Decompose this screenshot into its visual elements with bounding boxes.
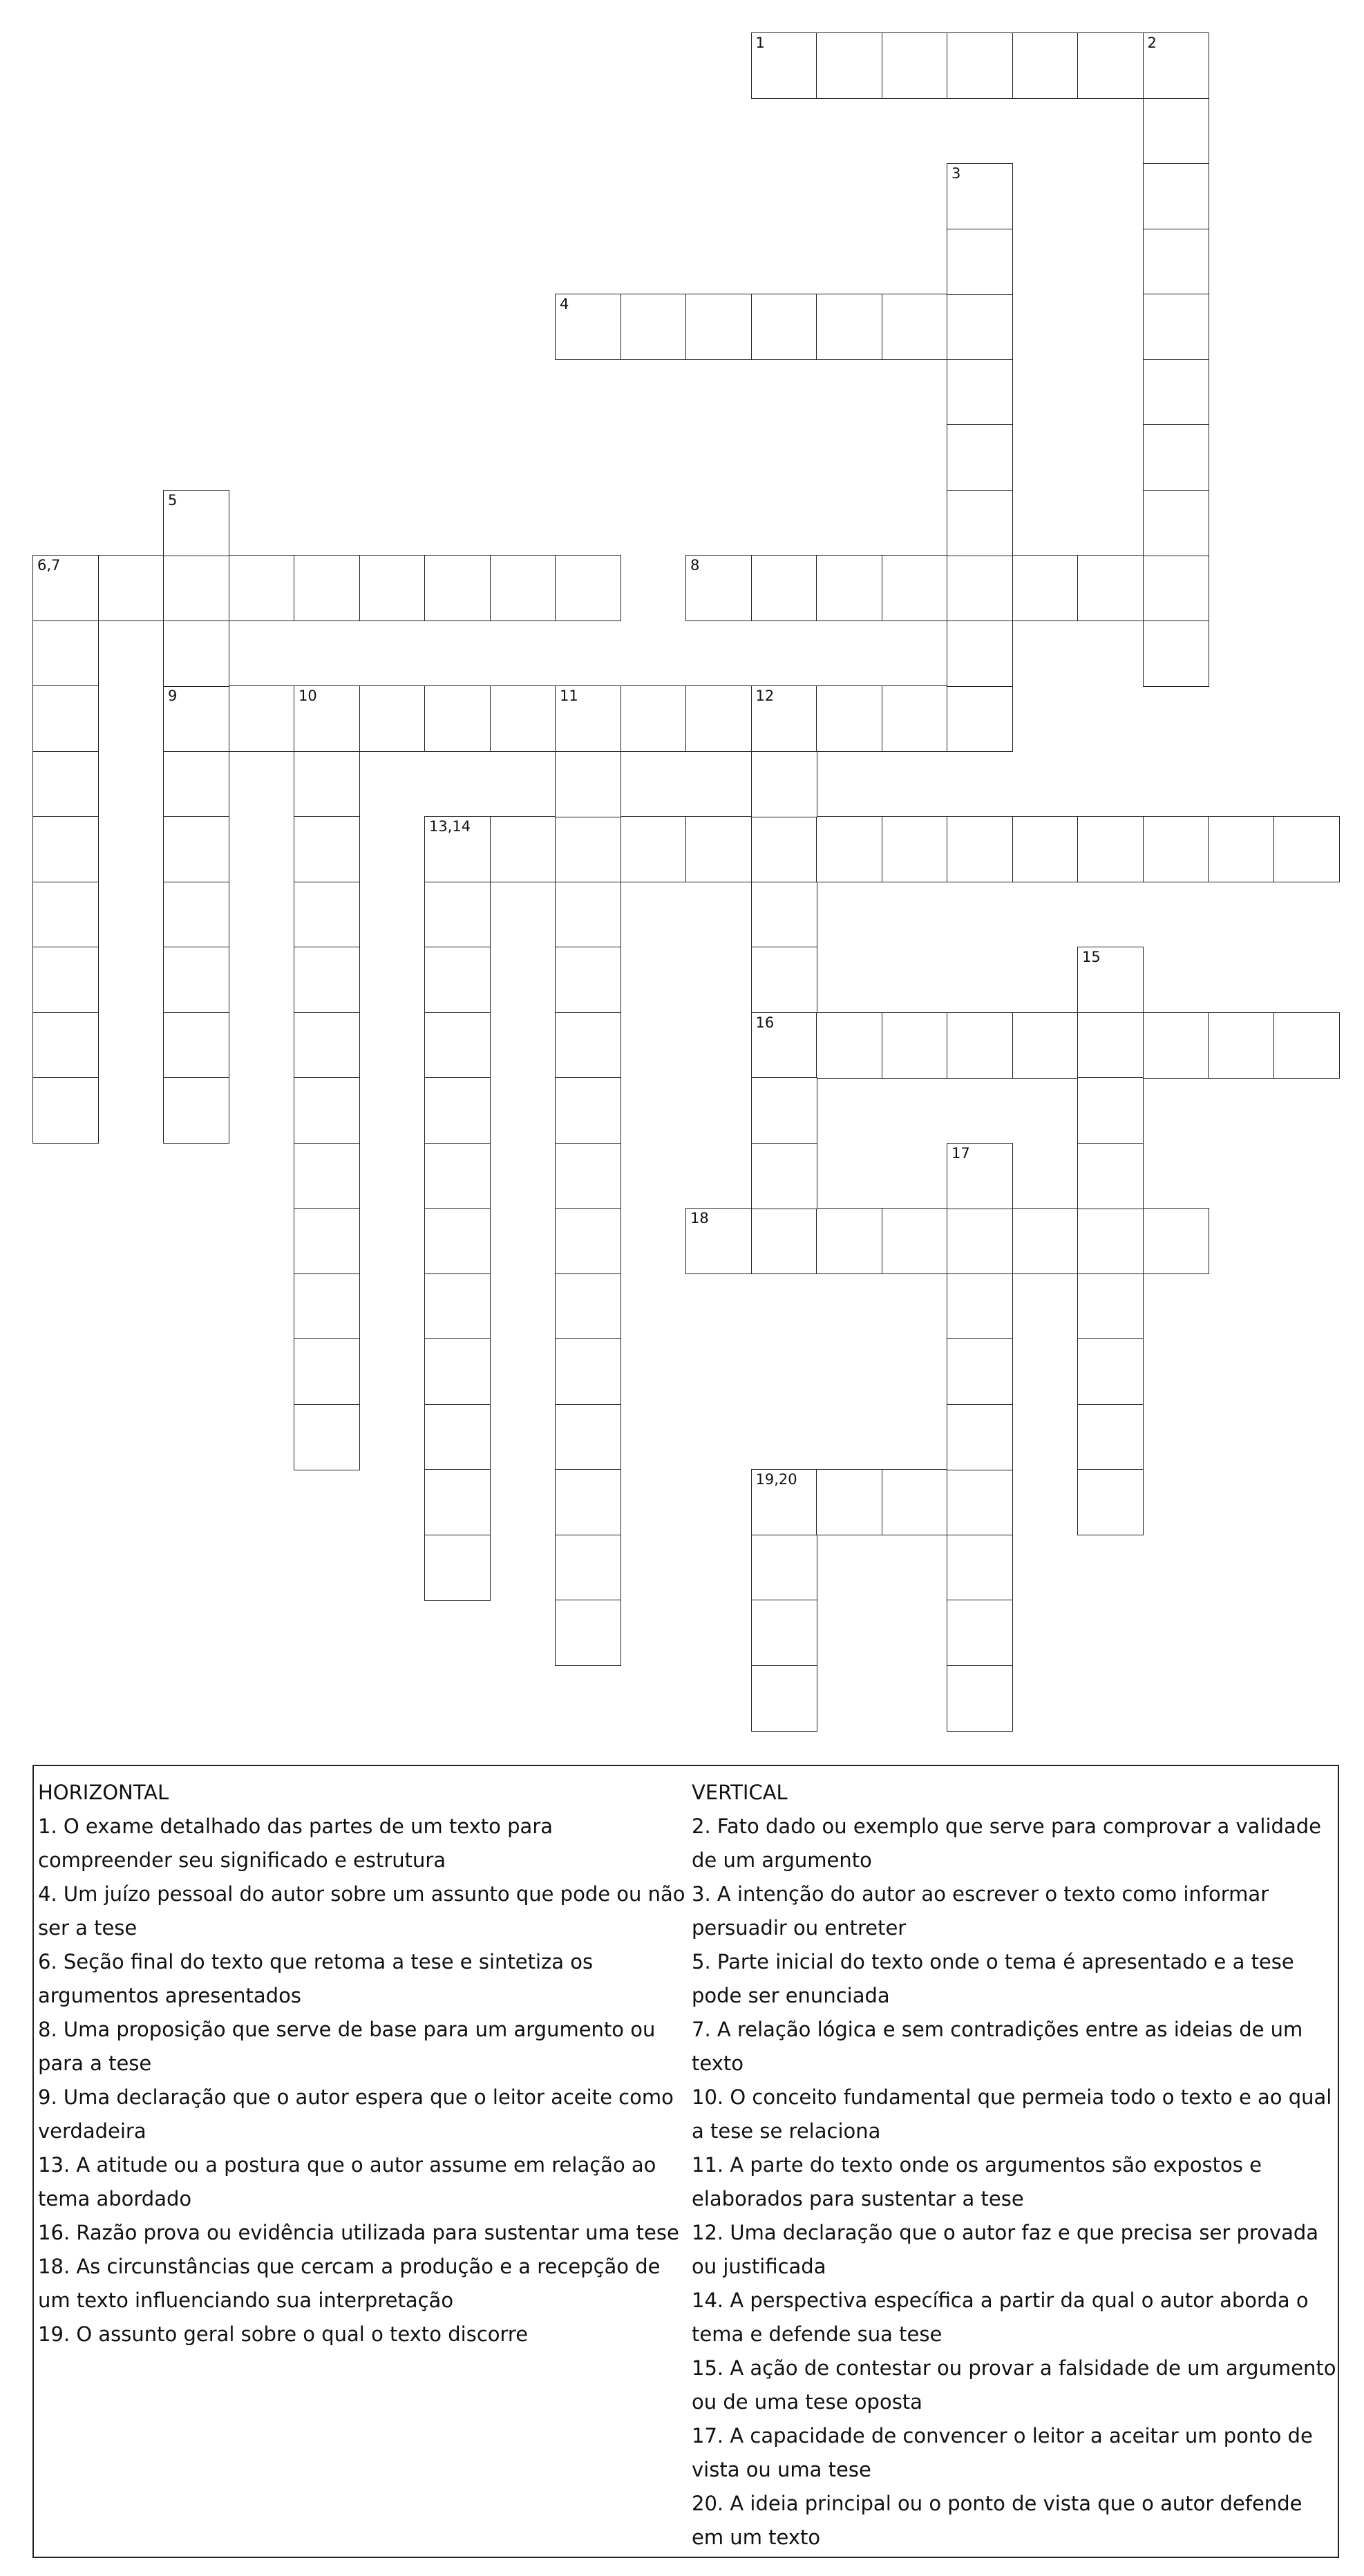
crossword-cell[interactable] — [424, 1012, 491, 1079]
crossword-cell[interactable] — [751, 751, 817, 817]
crossword-cell[interactable] — [751, 294, 817, 360]
crossword-cell[interactable] — [1077, 1012, 1144, 1079]
crossword-cell[interactable] — [947, 32, 1013, 99]
crossword-cell[interactable] — [32, 751, 99, 817]
crossword-cell[interactable] — [424, 555, 491, 621]
clue-across: 16. Razão prova ou evidência utilizada para sustentar uma tese — [38, 2221, 679, 2244]
crossword-cell[interactable] — [1143, 163, 1209, 229]
crossword-cell[interactable] — [32, 555, 99, 621]
crossword-cell[interactable] — [751, 1535, 817, 1601]
crossword-cell[interactable] — [947, 621, 1013, 687]
crossword-cell[interactable] — [947, 229, 1013, 295]
crossword-cell[interactable] — [1077, 1404, 1144, 1470]
crossword-cell[interactable] — [359, 685, 426, 752]
crossword-cell[interactable] — [1077, 1208, 1144, 1274]
crossword-cell[interactable] — [294, 816, 360, 882]
cell-number: 15 — [1082, 949, 1101, 965]
crossword-cell[interactable] — [1012, 32, 1079, 99]
crossword-cell[interactable] — [294, 751, 360, 817]
crossword-cell[interactable] — [32, 621, 99, 687]
crossword-cell[interactable] — [555, 1208, 621, 1274]
crossword-cell[interactable] — [163, 816, 229, 882]
cell-number: 2 — [1147, 35, 1157, 51]
crossword-cell[interactable] — [424, 1338, 491, 1405]
crossword-cell[interactable] — [294, 1338, 360, 1405]
crossword-cell[interactable] — [424, 1535, 491, 1601]
crossword-cell[interactable] — [947, 1469, 1013, 1535]
crossword-cell[interactable] — [751, 555, 817, 621]
crossword-cell[interactable] — [1143, 1208, 1209, 1274]
clue-across: 1. O exame detalhado das partes de um texto para compreender seu significado e estrutura — [38, 1815, 553, 1872]
crossword-cell[interactable] — [947, 1012, 1013, 1079]
crossword-cell[interactable] — [882, 1469, 948, 1535]
crossword-cell[interactable] — [947, 555, 1013, 621]
horizontal-clues — [38, 1776, 688, 2351]
crossword-cell[interactable] — [751, 685, 817, 752]
crossword-cell[interactable] — [555, 1012, 621, 1079]
crossword-cell[interactable] — [1012, 555, 1079, 621]
crossword-cell[interactable] — [98, 555, 164, 621]
crossword-cell[interactable] — [1143, 816, 1209, 882]
vertical-clues — [692, 1776, 1338, 2555]
cell-number: 11 — [560, 688, 578, 704]
crossword-cell[interactable] — [424, 816, 491, 882]
crossword-cell[interactable] — [32, 685, 99, 752]
crossword-cell[interactable] — [1077, 1338, 1144, 1405]
cell-number: 9 — [168, 688, 178, 704]
crossword-cell[interactable] — [424, 947, 491, 1013]
crossword-cell[interactable] — [424, 1273, 491, 1340]
cell-number: 19,20 — [755, 1471, 797, 1488]
crossword-cell[interactable] — [1012, 1012, 1079, 1079]
crossword-cell[interactable] — [294, 1208, 360, 1274]
crossword-cell[interactable] — [947, 163, 1013, 229]
clue-across: 6. Seção final do texto que retoma a tese e sintetiza os argumentos apresentados — [38, 1950, 594, 2007]
crossword-cell[interactable] — [751, 1077, 817, 1144]
crossword-cell[interactable] — [816, 294, 882, 360]
crossword-cell[interactable] — [294, 882, 360, 948]
crossword-cell[interactable] — [555, 294, 621, 360]
crossword-cell[interactable] — [294, 555, 360, 621]
crossword-cell[interactable] — [882, 555, 948, 621]
crossword-cell[interactable] — [555, 816, 621, 882]
crossword-cell[interactable] — [685, 555, 752, 621]
crossword-cell[interactable] — [229, 685, 295, 752]
cell-number: 4 — [560, 296, 569, 312]
crossword-cell[interactable] — [424, 1404, 491, 1470]
cell-number: 1 — [755, 35, 765, 51]
crossword-cell[interactable] — [555, 1600, 621, 1666]
crossword-cell[interactable] — [947, 1338, 1013, 1405]
crossword-cell[interactable] — [1143, 32, 1209, 99]
cell-number: 18 — [690, 1210, 709, 1227]
crossword-cell[interactable] — [1273, 1012, 1340, 1079]
crossword-cell[interactable] — [294, 1273, 360, 1340]
crossword-cell[interactable] — [1077, 1143, 1144, 1209]
crossword-cell[interactable] — [1077, 947, 1144, 1013]
crossword-cell[interactable] — [947, 1600, 1013, 1666]
cell-number: 6,7 — [37, 557, 61, 574]
cell-number: 16 — [755, 1014, 775, 1031]
crossword-cell[interactable] — [685, 816, 752, 882]
crossword-cell[interactable] — [490, 816, 556, 882]
clue-down: 20. A ideia principal ou o ponto de vista que o autor defende em um texto — [692, 2492, 1303, 2549]
crossword-cell[interactable] — [294, 1404, 360, 1470]
crossword-cell[interactable] — [229, 555, 295, 621]
crossword-cell[interactable] — [751, 1469, 817, 1535]
crossword-cell[interactable] — [163, 685, 229, 752]
clue-down: 11. A parte do texto onde os argumentos são expostos e elaborados para sustentar a tese — [692, 2153, 1262, 2210]
crossword-cell[interactable] — [751, 1208, 817, 1274]
crossword-cell[interactable] — [1208, 1012, 1274, 1079]
crossword-cell[interactable] — [751, 1143, 817, 1209]
crossword-cell[interactable] — [947, 490, 1013, 556]
crossword-cell[interactable] — [1273, 816, 1340, 882]
clue-down: 15. A ação de contestar ou provar a falsidade de um argumento ou de uma tese oposta — [692, 2356, 1336, 2414]
crossword-cell[interactable] — [294, 1077, 360, 1144]
crossword-cell[interactable] — [1143, 359, 1209, 426]
crossword-cell[interactable] — [947, 359, 1013, 426]
crossword-cell[interactable] — [882, 816, 948, 882]
crossword-cell[interactable] — [947, 685, 1013, 752]
clue-down: 5. Parte inicial do texto onde o tema é apresentado e a tese pode ser enunciada — [692, 1950, 1294, 2007]
crossword-cell[interactable] — [294, 947, 360, 1013]
crossword-cell[interactable] — [947, 1273, 1013, 1340]
crossword-cell[interactable] — [32, 947, 99, 1013]
crossword-cell[interactable] — [555, 1077, 621, 1144]
crossword-cell[interactable] — [163, 882, 229, 948]
crossword-cell[interactable] — [1077, 32, 1144, 99]
crossword-cell[interactable] — [621, 294, 687, 360]
crossword-cell[interactable] — [882, 1208, 948, 1274]
crossword-cell[interactable] — [685, 1208, 752, 1274]
crossword-cell[interactable] — [1012, 816, 1079, 882]
crossword-cell[interactable] — [947, 1535, 1013, 1601]
crossword-cell[interactable] — [555, 1469, 621, 1535]
crossword-cell[interactable] — [1143, 490, 1209, 556]
crossword-cell[interactable] — [32, 1012, 99, 1079]
crossword-cell[interactable] — [555, 947, 621, 1013]
cell-number: 12 — [755, 688, 775, 704]
crossword-cell[interactable] — [816, 32, 882, 99]
cell-number: 10 — [299, 688, 317, 704]
crossword-cell[interactable] — [751, 1012, 817, 1079]
clue-across: 13. A atitude ou a postura que o autor assume em relação ao tema abordado — [38, 2153, 656, 2210]
crossword-cell[interactable] — [163, 490, 229, 556]
crossword-cell[interactable] — [424, 882, 491, 948]
crossword-cell[interactable] — [947, 1208, 1013, 1274]
crossword-cell[interactable] — [1143, 424, 1209, 491]
crossword-cell[interactable] — [621, 816, 687, 882]
crossword-cell[interactable] — [1077, 816, 1144, 882]
crossword-cell[interactable] — [424, 1143, 491, 1209]
crossword-cell[interactable] — [1077, 555, 1144, 621]
clue-across: 8. Uma proposição que serve de base para um argumento ou para a tese — [38, 2018, 656, 2075]
clue-down: 10. O conceito fundamental que permeia todo o texto e ao qual a tese se relaciona — [692, 2085, 1332, 2143]
crossword-cell[interactable] — [555, 1338, 621, 1405]
crossword-cell[interactable] — [163, 1077, 229, 1144]
crossword-cell[interactable] — [555, 685, 621, 752]
crossword-cell[interactable] — [424, 1208, 491, 1274]
crossword-cell[interactable] — [294, 685, 360, 752]
crossword-cell[interactable] — [751, 882, 817, 948]
crossword-cell[interactable] — [555, 882, 621, 948]
crossword-cell[interactable] — [163, 621, 229, 687]
crossword-cell[interactable] — [882, 294, 948, 360]
crossword-cell[interactable] — [555, 555, 621, 621]
clue-down: 17. A capacidade de convencer o leitor a aceitar um ponto de vista ou uma tese — [692, 2424, 1313, 2481]
crossword-cell[interactable] — [163, 947, 229, 1013]
crossword-cell[interactable] — [424, 1469, 491, 1535]
clue-down: 14. A perspectiva específica a partir da qual o autor aborda o tema e defende sua tese — [692, 2289, 1309, 2346]
crossword-cell[interactable] — [32, 882, 99, 948]
clue-across: 9. Uma declaração que o autor espera que o leitor aceite como verdadeira — [38, 2085, 674, 2143]
clue-down: 2. Fato dado ou exemplo que serve para comprovar a validade de um argumento — [692, 1815, 1321, 1872]
cell-number: 17 — [951, 1144, 970, 1162]
crossword-cell[interactable] — [621, 685, 687, 752]
crossword-cell[interactable] — [1077, 1077, 1144, 1144]
crossword-cell[interactable] — [555, 1273, 621, 1340]
crossword-cell[interactable] — [751, 32, 817, 99]
crossword-cell[interactable] — [555, 751, 621, 817]
crossword-cell[interactable] — [163, 751, 229, 817]
clue-down: 12. Uma declaração que o autor faz e que precisa ser provada ou justificada — [692, 2221, 1319, 2278]
crossword-cell[interactable] — [294, 1012, 360, 1079]
crossword-cell[interactable] — [751, 1600, 817, 1666]
clue-across: 19. O assunto geral sobre o qual o texto discorre — [38, 2322, 529, 2346]
crossword-cell[interactable] — [1143, 555, 1209, 621]
crossword-cell[interactable] — [751, 1665, 817, 1732]
crossword-cell[interactable] — [163, 1012, 229, 1079]
crossword-cell[interactable] — [1143, 294, 1209, 360]
crossword-cell[interactable] — [947, 816, 1013, 882]
crossword-cell[interactable] — [424, 685, 491, 752]
crossword-cell[interactable] — [816, 816, 882, 882]
crossword-cell[interactable] — [685, 294, 752, 360]
cell-number: 8 — [690, 557, 700, 574]
crossword-cell[interactable] — [32, 816, 99, 882]
crossword-cell[interactable] — [947, 1665, 1013, 1732]
vertical-heading: VERTICAL — [692, 1781, 788, 1804]
crossword-cell[interactable] — [1077, 1273, 1144, 1340]
crossword-cell[interactable] — [490, 555, 556, 621]
crossword-cell[interactable] — [816, 1012, 882, 1079]
crossword-cell[interactable] — [1143, 621, 1209, 687]
crossword-cell[interactable] — [555, 1143, 621, 1209]
horizontal-heading: HORIZONTAL — [38, 1781, 169, 1804]
crossword-cell[interactable] — [947, 424, 1013, 491]
crossword-cell[interactable] — [1143, 229, 1209, 295]
crossword-cell[interactable] — [816, 685, 882, 752]
clue-down: 7. A relação lógica e sem contradições entre as ideias de um texto — [692, 2018, 1303, 2075]
crossword-cell[interactable] — [816, 555, 882, 621]
crossword-cell[interactable] — [882, 32, 948, 99]
crossword-cell[interactable] — [751, 816, 817, 882]
crossword-cell[interactable] — [816, 1208, 882, 1274]
crossword-cell[interactable] — [685, 685, 752, 752]
crossword-cell[interactable] — [882, 1012, 948, 1079]
crossword-cell[interactable] — [555, 1404, 621, 1470]
crossword-cell[interactable] — [294, 1143, 360, 1209]
crossword-cell[interactable] — [947, 1143, 1013, 1209]
crossword-cell[interactable] — [816, 1469, 882, 1535]
clue-across: 18. As circunstâncias que cercam a produção e a recepção de um texto influenciando sua interpretação — [38, 2255, 661, 2312]
crossword-cell[interactable] — [424, 1077, 491, 1144]
crossword-cell[interactable] — [555, 1535, 621, 1601]
cell-number: 3 — [951, 165, 961, 182]
crossword-cell[interactable] — [32, 1077, 99, 1144]
clue-across: 4. Um juízo pessoal do autor sobre um assunto que pode ou não ser a tese — [38, 1882, 685, 1940]
crossword-cell[interactable] — [882, 685, 948, 752]
crossword-cell[interactable] — [947, 1404, 1013, 1470]
crossword-cell[interactable] — [359, 555, 426, 621]
crossword-cell[interactable] — [751, 947, 817, 1013]
crossword-cell[interactable] — [163, 555, 229, 621]
crossword-cell[interactable] — [1012, 1208, 1079, 1274]
cell-number: 5 — [168, 491, 178, 509]
clue-down: 3. A intenção do autor ao escrever o texto como informar persuadir ou entreter — [692, 1882, 1269, 1940]
crossword-cell[interactable] — [490, 685, 556, 752]
cell-number: 13,14 — [429, 818, 471, 835]
crossword-cell[interactable] — [1143, 98, 1209, 164]
crossword-cell[interactable] — [1143, 1012, 1209, 1079]
crossword-cell[interactable] — [947, 294, 1013, 360]
crossword-cell[interactable] — [1077, 1469, 1144, 1535]
clues-panel — [32, 1765, 1339, 2558]
crossword-cell[interactable] — [1208, 816, 1274, 882]
